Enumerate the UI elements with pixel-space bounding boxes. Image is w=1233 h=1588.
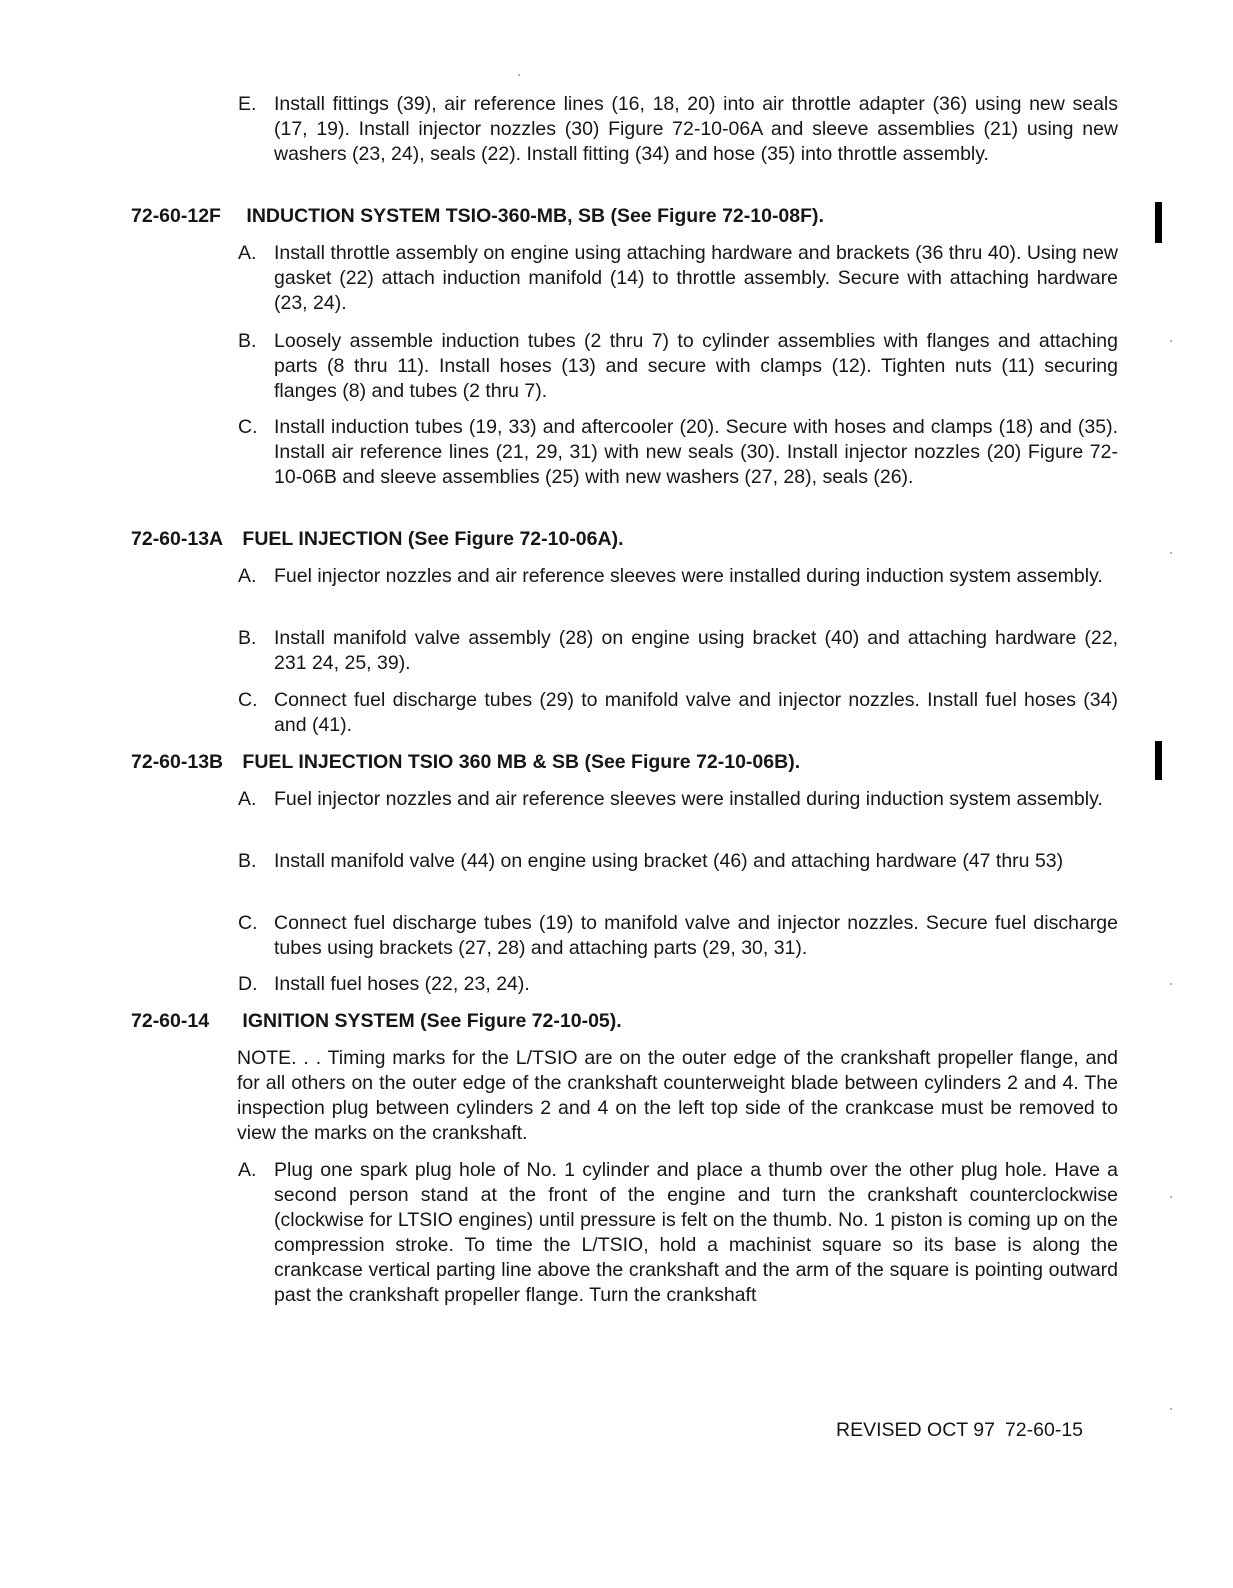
revision-change-bar [1155,741,1162,780]
section-number: 72-60-12F [131,205,221,227]
section-heading [131,527,1131,552]
list-item [238,849,1118,874]
section-title: INDUCTION SYSTEM TSIO-360-MB, SB (See Figure 72-10-08F). [246,205,824,227]
section-heading [131,204,1131,229]
item-letter: E. [238,93,257,115]
item-letter: C. [238,689,258,711]
item-letter: A. [238,788,257,810]
item-text: Install fuel hoses (22, 23, 24). [274,973,530,995]
item-letter: A. [238,1159,257,1181]
section-heading [131,750,1131,775]
revision-label: REVISED OCT 97 [836,1419,995,1441]
item-letter: B. [238,330,257,352]
item-text: Install manifold valve assembly (28) on engine using bracket (40) and attaching hardware (22, 231 24, 25, 39). [274,627,1118,674]
list-item [238,626,1118,676]
section-heading [131,1009,1131,1034]
list-item [238,688,1118,738]
item-letter: C. [238,912,258,934]
item-letter: A. [238,242,257,264]
scan-speck [1170,340,1172,342]
list-item [238,1158,1118,1308]
item-letter: D. [238,973,258,995]
revision-change-bar [1155,202,1162,243]
item-text: Connect fuel discharge tubes (29) to manifold valve and injector nozzles. Install fuel hoses (34) and (41). [274,689,1118,736]
section-number: 72-60-14 [131,1010,210,1032]
item-letter: B. [238,627,257,649]
scan-speck [1170,552,1172,554]
item-letter: A. [238,565,257,587]
section-title: IGNITION SYSTEM (See Figure 72-10-05). [242,1010,622,1032]
list-item [238,972,1118,997]
scan-speck [518,74,520,76]
item-text: Install manifold valve (44) on engine using bracket (46) and attaching hardware (47 thru 53) [274,850,1064,872]
list-item [238,415,1118,490]
list-item [238,911,1118,961]
page-number: 72-60-15 [1004,1419,1084,1441]
item-text: Loosely assemble induction tubes (2 thru 7) to cylinder assemblies with flanges and attaching parts (8 thru 11). Install hoses (13) and secure with clamps (12). Tighten nuts (11) securing flanges (8) and tubes (2 thru 7). [274,330,1118,402]
list-item [238,241,1118,316]
section-title: FUEL INJECTION TSIO 360 MB & SB (See Figure 72-10-06B). [242,751,801,773]
scan-speck [1170,983,1172,985]
section-number: 72-60-13B [131,751,224,773]
item-text: Fuel injector nozzles and air reference sleeves were installed during induction system assembly. [274,565,1103,587]
scan-speck [1170,1196,1172,1198]
item-text: Install induction tubes (19, 33) and aftercooler (20). Secure with hoses and clamps (18) and (35). Install air reference lines (21, 29, 31) with new seals (30). Install injector nozzles (20) Figure 72-10-06B and sleeve assemblies (25) with new washers (27, 28), seals (26). [274,416,1118,488]
list-item [238,329,1118,404]
list-item [238,92,1118,167]
item-text: Install throttle assembly on engine using attaching hardware and brackets (36 thru 40). Using new gasket (22) attach induction manifold (14) to throttle assembly. Secure with attaching hardware (23, 24). [274,242,1118,314]
item-letter: C. [238,416,258,438]
list-item [238,787,1118,812]
item-text: Fuel injector nozzles and air reference sleeves were installed during induction system assembly. [274,788,1103,810]
section-number: 72-60-13A [131,528,224,550]
section-title: FUEL INJECTION (See Figure 72-10-06A). [242,528,624,550]
item-text: Install fittings (39), air reference lines (16, 18, 20) into air throttle adapter (36) using new seals (17, 19). Install injector nozzles (30) Figure 72-10-06A and sleeve assemblies (21) using new washers (23, 24), seals (22). Install fitting (34) and hose (35) into throttle assembly. [274,93,1118,165]
item-text: Plug one spark plug hole of No. 1 cylinder and place a thumb over the other plug hole. Have a second person stand at the front of the engine and turn the crankshaft counterclockwise (clockwise for LTSIO engines) until pressure is felt on the thumb. No. 1 piston is coming up on the compression stroke. To time the L/TSIO, hold a machinist square so its base is along the crankcase vertical parting line above the crankshaft and the arm of the square is pointing outward past the crankshaft propeller flange. Turn the crankshaft [274,1159,1118,1306]
list-item [238,564,1118,589]
item-letter: B. [238,850,257,872]
item-text: Connect fuel discharge tubes (19) to manifold valve and injector nozzles. Secure fuel discharge tubes using brackets (27, 28) and attaching parts (29, 30, 31). [274,912,1118,959]
note-paragraph: NOTE. . . Timing marks for the L/TSIO are on the outer edge of the crankshaft propeller flange, and for all others on the outer edge of the crankshaft counterweight blade between cylinders 2 and 4. The inspection plug between cylinders 2 and 4 on the left top side of the crankcase must be removed to view the marks on the crankshaft. [237,1047,1118,1144]
scan-speck [1170,1408,1172,1410]
page-footer [836,1418,1083,1443]
